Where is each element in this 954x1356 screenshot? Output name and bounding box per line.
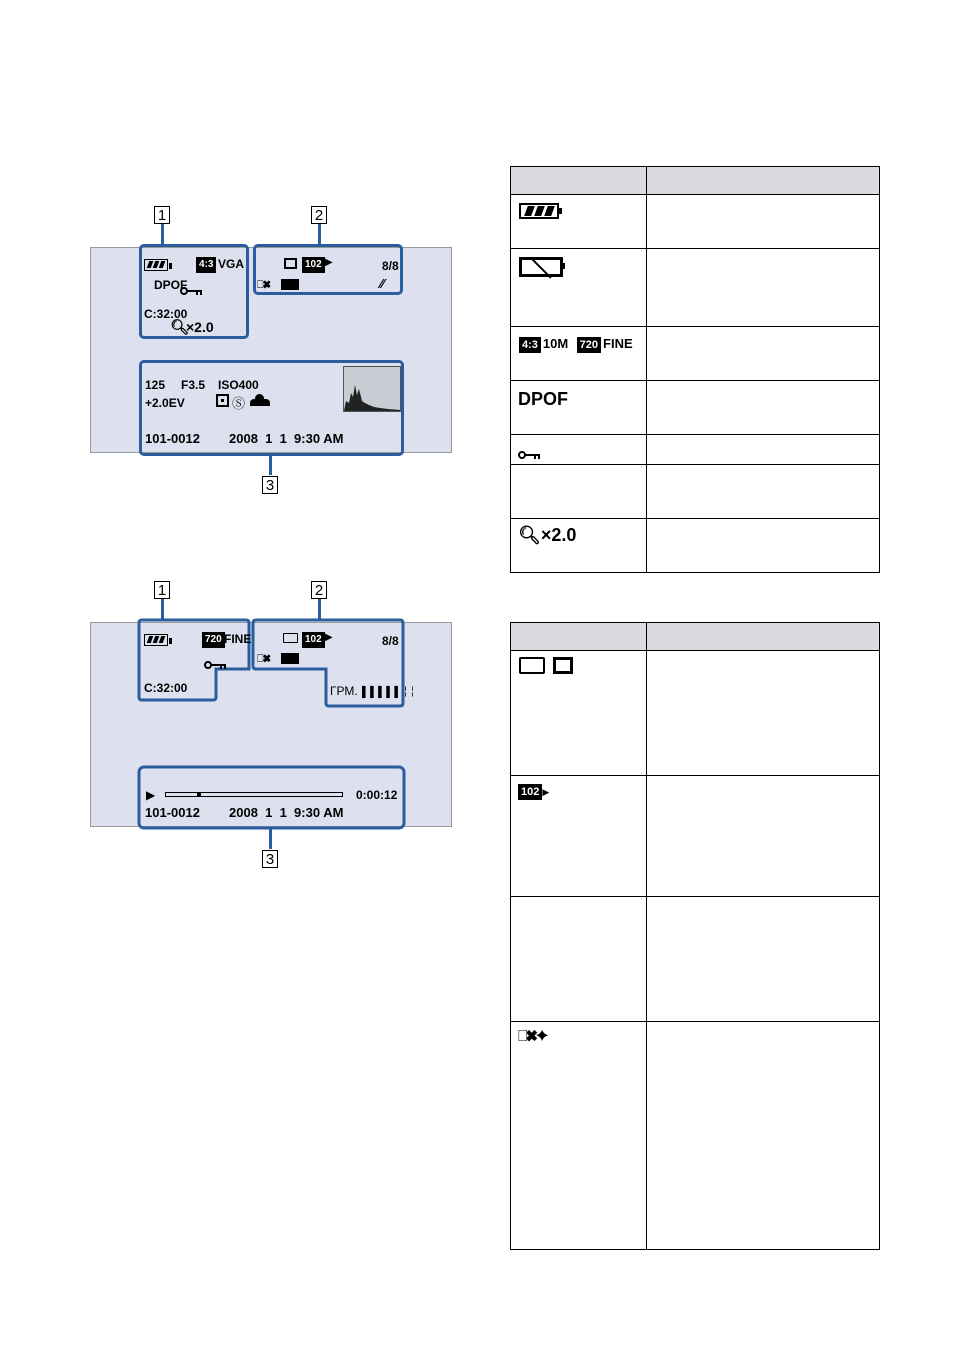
image-count-label-movie: 8/8: [382, 634, 399, 648]
playback-time-label: 0:00:12: [356, 788, 398, 802]
table-row: [511, 381, 880, 435]
volume-label: ГРМ.: [330, 684, 358, 698]
movie-size-badge: 720: [577, 337, 601, 353]
pictbridge-connecting-icon: ⎕✖✦: [518, 1028, 547, 1045]
movie-quality-label: FINE: [224, 632, 252, 646]
file-number-label: 101-0012: [145, 431, 200, 446]
exposure-label: +2.0EV: [145, 396, 185, 410]
date-time-label: 2008 1 1 9:30 AM: [229, 431, 344, 446]
table-header: [511, 623, 880, 651]
memory-card-icon: [283, 633, 298, 643]
dpof-label: DPOF: [154, 278, 188, 292]
dpof-label: DPOF: [518, 389, 569, 409]
pictbridge-icon: ⎕✖: [257, 279, 270, 291]
table-row: [511, 519, 880, 573]
flash-off-icon: Ⓢ: [232, 396, 246, 411]
shutter-speed-label: 125: [145, 378, 166, 392]
table-row: [511, 1022, 880, 1250]
table-row: [511, 651, 880, 776]
protect-key-icon-movie: [204, 661, 226, 669]
table-row: [511, 195, 880, 249]
counter-label: C:32:00: [144, 307, 188, 321]
table-row: [511, 465, 880, 519]
internal-memory-icon: [553, 657, 573, 674]
folder-badge-movie: 102: [302, 632, 325, 648]
table-row: [511, 435, 880, 465]
folder-badge: 102: [302, 257, 325, 273]
playback-progress-bar: [165, 792, 343, 797]
battery-empty-icon: [519, 257, 563, 277]
memory-card-icon: [519, 657, 545, 674]
volume-bars-icon: ▌▌▌▌▌╎╎: [362, 687, 417, 698]
callout-1-movie: 1: [154, 581, 170, 599]
protect-key-icon: [518, 451, 540, 459]
file-number-label-movie: 101-0012: [145, 805, 200, 820]
image-size-label: 10M: [542, 336, 569, 351]
callout-3-movie: 3: [262, 850, 278, 868]
display-table-1: [510, 166, 880, 573]
table-row: [511, 897, 880, 1022]
table-row: [511, 249, 880, 327]
table-header: [511, 167, 880, 195]
table-row: [511, 776, 880, 897]
folder-arrow-icon: ▶: [325, 257, 333, 268]
folder-badge: 102: [518, 784, 542, 800]
aperture-label: F3.5: [181, 378, 206, 392]
movie-frame-outlines: [0, 0, 454, 830]
callout-line-3-movie: [269, 829, 272, 849]
play-icon: ▶: [146, 788, 156, 802]
movie-size-badge: 720: [202, 632, 225, 648]
zoom-label: ×2.0: [540, 525, 577, 545]
zoom-label: ×2.0: [186, 319, 214, 335]
callout-3: 3: [262, 476, 278, 494]
battery-icon-movie: [144, 633, 168, 651]
image-count-label: 8/8: [382, 259, 399, 273]
folder-arrow-icon: ▶: [542, 787, 550, 797]
aspect-ratio-badge: 4:3: [519, 337, 541, 353]
print-icon: ∕∕: [380, 276, 385, 291]
quality-label: FINE: [603, 336, 633, 351]
image-size-label: VGA: [218, 257, 245, 271]
display-table-2: [510, 622, 880, 1250]
aspect-ratio-badge: 4:3: [196, 257, 216, 273]
zoom-magnifier-icon: 🔍︎: [170, 319, 190, 336]
callout-2: 2: [311, 206, 327, 224]
battery-remaining-icon: [519, 203, 559, 219]
pictbridge-icon-movie: ⎕✖: [257, 653, 270, 665]
table-row: [511, 327, 880, 381]
date-time-label-movie: 2008 1 1 9:30 AM: [229, 805, 344, 820]
counter-label-movie: C:32:00: [144, 681, 188, 695]
histogram-icon-movie: [281, 653, 299, 664]
zoom-magnifier-icon: 🔍︎: [518, 525, 541, 545]
callout-1: 1: [154, 206, 170, 224]
iso-label: ISO400: [218, 378, 259, 392]
playback-progress-marker: [197, 792, 201, 797]
callout-2-movie: 2: [311, 581, 327, 599]
folder-arrow-icon-movie: ▶: [325, 632, 333, 643]
